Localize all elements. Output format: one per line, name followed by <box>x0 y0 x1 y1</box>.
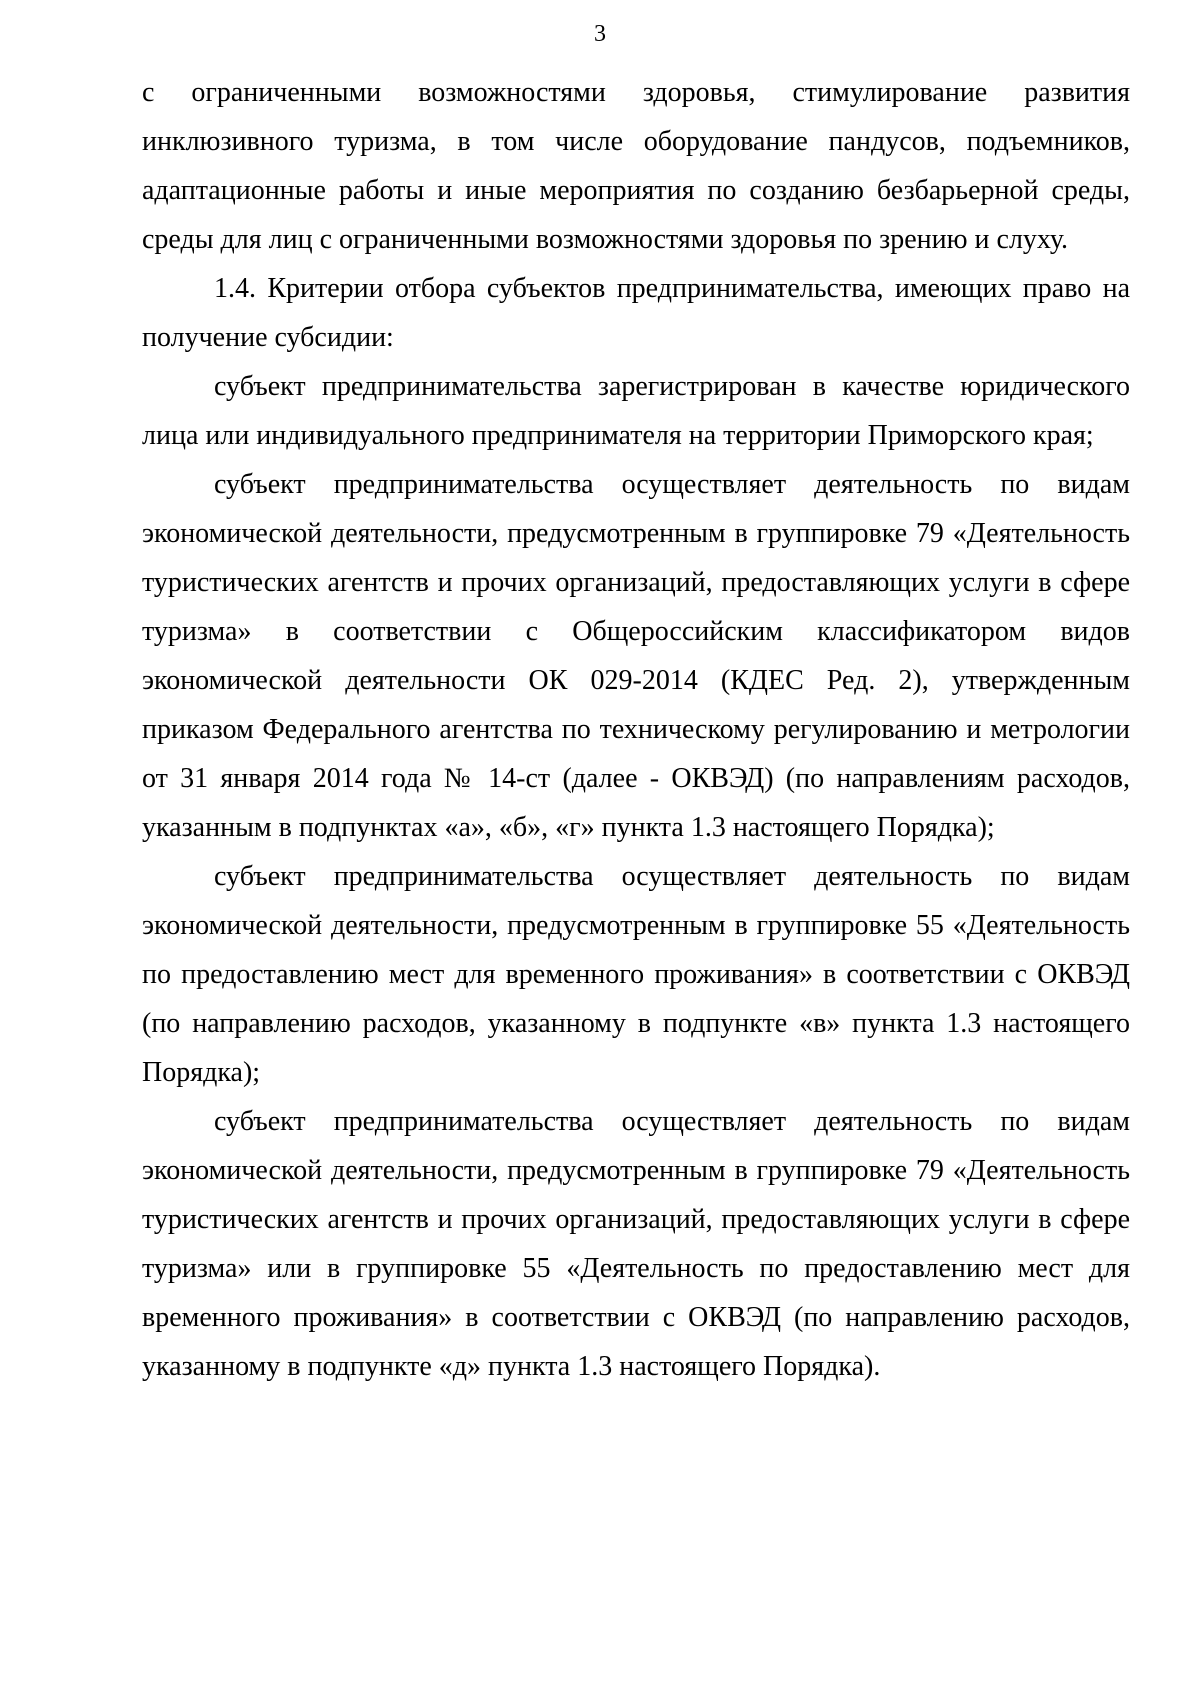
paragraph-criterion-group-55: субъект предпринимательства осуществляет деятельность по видам экономической деятельности, предусмотренным в группировке 55 «Деятельность по предоставлению мест для временного проживания» в соответствии с ОКВЭД (по направлению расходов, указанному в подпункте «в» пункта 1.3 настоящего Порядка); <box>142 861 1130 1088</box>
paragraph-criterion-registration: субъект предпринимательства зарегистрирован в качестве юридического лица или индивидуального предпринимателя на территории Приморского края; <box>142 371 1130 451</box>
paragraph-criterion-group-79: субъект предпринимательства осуществляет деятельность по видам экономической деятельности, предусмотренным в группировке 79 «Деятельность туристических агентств и прочих организаций, предоставляющих услуги в сфере туризма» в соответствии с Общероссийским классификатором видов экономической деятельности ОК 029-2014 (КДЕС Ред. 2), утвержденным приказом Федерального агентства по техническому регулированию и метрологии от 31 января 2014 года № 14-ст (далее - ОКВЭД) (по направлениям расходов, указанным в подпунктах «а», «б», «г» пункта 1.3 настоящего Порядка); <box>142 469 1130 843</box>
paragraph-criterion-group-79-or-55: субъект предпринимательства осуществляет деятельность по видам экономической деятельности, предусмотренным в группировке 79 «Деятельность туристических агентств и прочих организаций, предоставляющих услуги в сфере туризма» или в группировке 55 «Деятельность по предоставлению мест для временного проживания» в соответствии с ОКВЭД (по направлению расходов, указанному в подпункте «д» пункта 1.3 настоящего Порядка). <box>142 1106 1130 1382</box>
page-number: 3 <box>594 21 606 47</box>
paragraph-continuation: с ограниченными возможностями здоровья, стимулирование развития инклюзивного туризма, в том числе оборудование пандусов, подъемников, адаптационные работы и иные мероприятия по созданию безбарьерной среды, среды для лиц с ограниченными возможностями здоровья по зрению и слуху. <box>142 77 1130 255</box>
paragraph-criteria-heading: 1.4. Критерии отбора субъектов предпринимательства, имеющих право на получение субсидии: <box>142 273 1130 353</box>
document-body <box>142 68 1130 1391</box>
